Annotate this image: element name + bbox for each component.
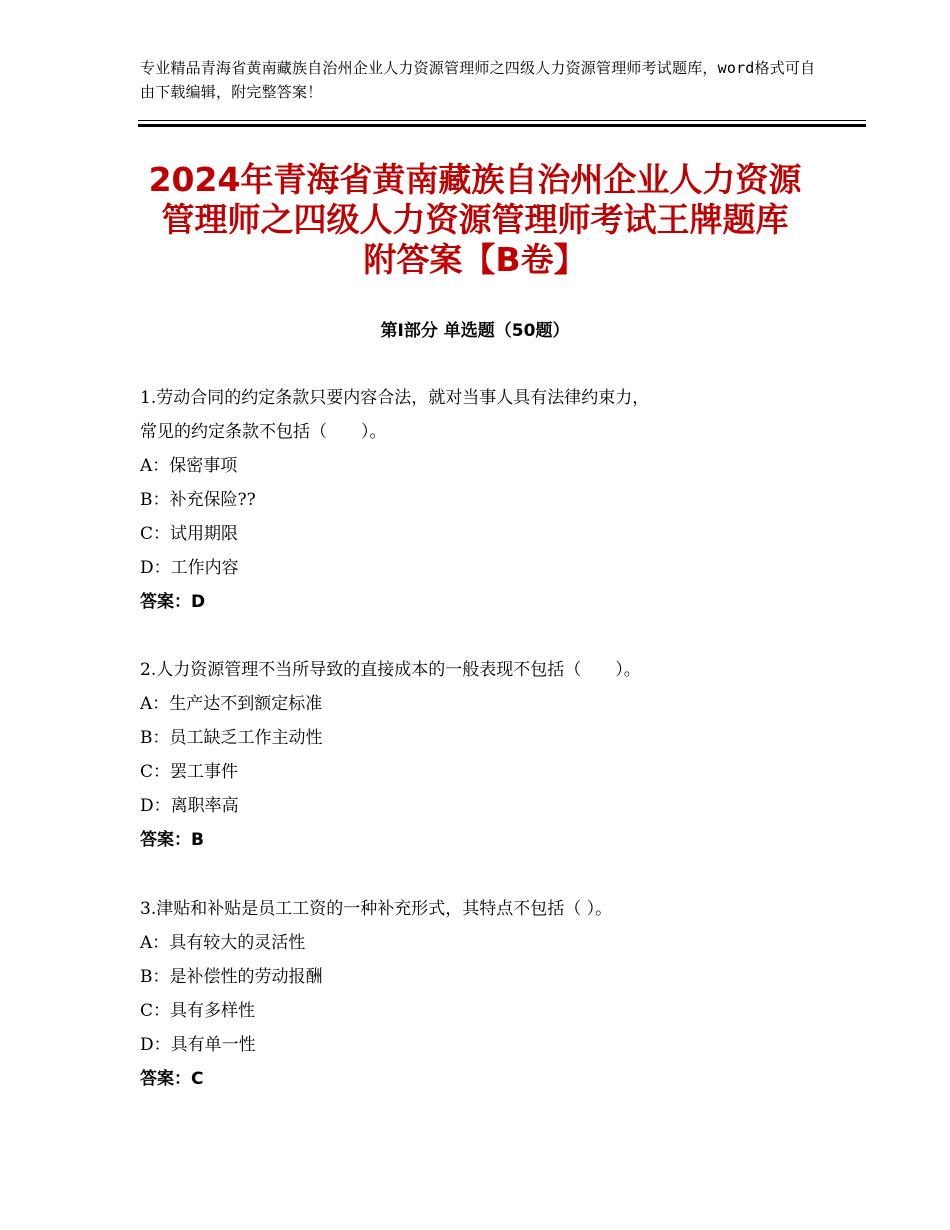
option-c: C：试用期限	[140, 524, 239, 544]
title-line: 附答案【B卷】	[363, 240, 587, 279]
option-b: B：补充保险??	[140, 490, 256, 510]
option-a: A：保密事项	[140, 456, 238, 476]
question-2	[140, 653, 840, 857]
header-note: 专业精品青海省黄南藏族自治州企业人力资源管理师之四级人力资源管理师考试题库，word格式可自由下载编辑，附完整答案！	[140, 59, 816, 101]
title-line: 管理师之四级人力资源管理师考试王牌题库	[161, 200, 789, 239]
option-d: D：离职率高	[140, 796, 239, 816]
question-3	[140, 892, 840, 1096]
question-stem: 常见的约定条款不包括（ ）。	[140, 422, 387, 442]
answer: 答案：D	[140, 592, 206, 612]
option-c: C：罢工事件	[140, 762, 239, 782]
header-rule-thick	[138, 124, 866, 127]
option-d: D：具有单一性	[140, 1035, 256, 1055]
question-1	[140, 381, 840, 619]
question-stem: 2.人力资源管理不当所导致的直接成本的一般表现不包括（ ）。	[140, 660, 641, 680]
document-title	[100, 160, 850, 280]
option-a: A：具有较大的灵活性	[140, 933, 306, 953]
answer: 答案：B	[140, 830, 204, 850]
answer: 答案：C	[140, 1069, 204, 1089]
option-b: B：是补偿性的劳动报酬	[140, 967, 323, 987]
header-rule-thin	[138, 120, 866, 121]
option-a: A：生产达不到额定标准	[140, 694, 323, 714]
option-c: C：具有多样性	[140, 1001, 256, 1021]
question-stem: 3.津贴和补贴是员工工资的一种补充形式，其特点不包括（ ）。	[140, 899, 613, 919]
title-line: 2024年青海省黄南藏族自治州企业人力资源	[148, 160, 802, 199]
question-stem: 1.劳动合同的约定条款只要内容合法，就对当事人具有法律约束力，	[140, 388, 650, 408]
option-b: B：员工缺乏工作主动性	[140, 728, 323, 748]
option-d: D：工作内容	[140, 558, 239, 578]
section-title: 第Ⅰ部分 单选题（50题）	[380, 321, 570, 341]
